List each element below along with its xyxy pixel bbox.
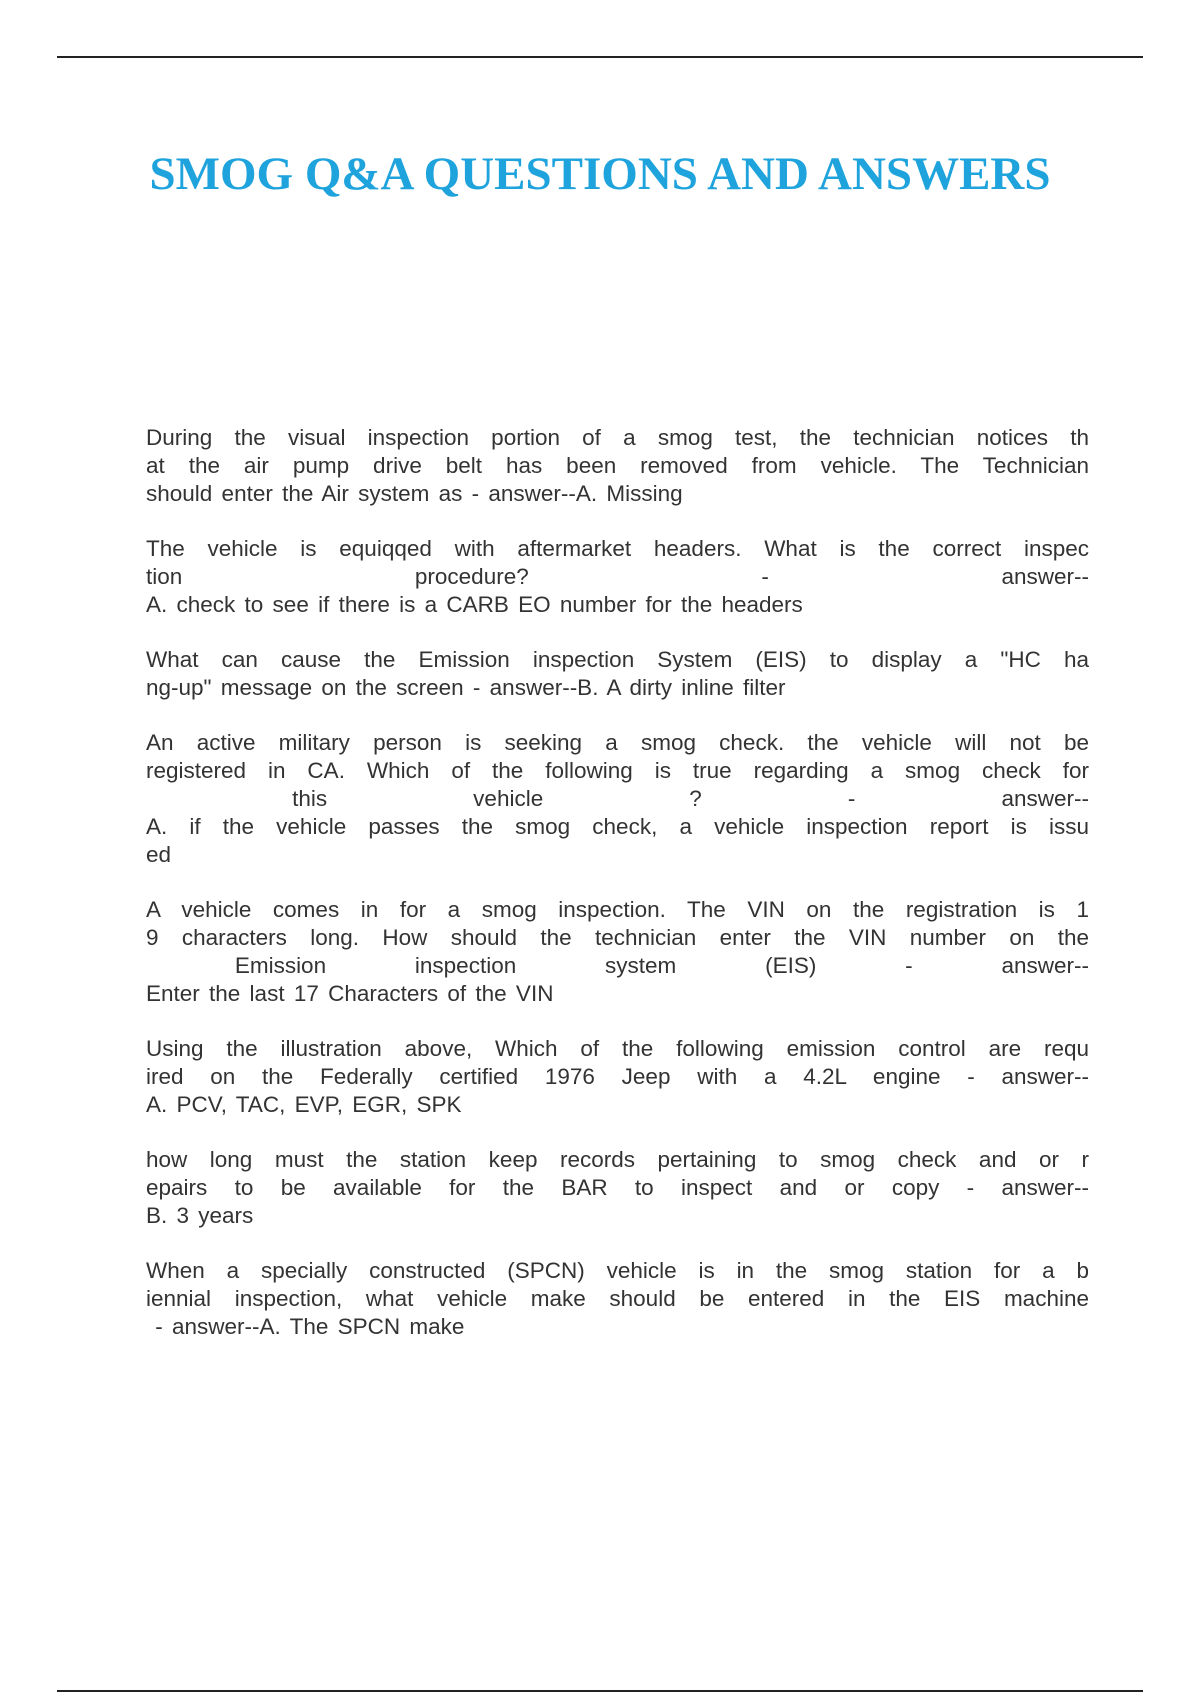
qa-line: Enter the last 17 Characters of the VIN bbox=[146, 981, 554, 1006]
qa-line: The vehicle is equiqqed with aftermarket headers. What is the correct inspec bbox=[146, 536, 1089, 561]
qa-line: An active military person is seeking a smog check. the vehicle will not be bbox=[146, 730, 1089, 755]
qa-line: B. 3 years bbox=[146, 1203, 254, 1228]
qa-line: this vehicle ? - answer-- bbox=[146, 786, 1089, 811]
qa-line: ired on the Federally certified 1976 Jeep with a 4.2L engine - answer-- bbox=[146, 1064, 1089, 1089]
header-rule bbox=[57, 56, 1143, 58]
qa-line: how long must the station keep records pertaining to smog check and or r bbox=[146, 1147, 1089, 1172]
qa-line: A. if the vehicle passes the smog check, a vehicle inspection report is issu bbox=[146, 814, 1089, 839]
qa-line: 9 characters long. How should the technician enter the VIN number on the bbox=[146, 925, 1089, 950]
qa-line: should enter the Air system as - answer--A. Missing bbox=[146, 481, 683, 506]
qa-line: tion procedure? - answer-- bbox=[146, 564, 1089, 589]
qa-line: Emission inspection system (EIS) - answer-- bbox=[146, 953, 1089, 978]
qa-line: ng-up" message on the screen - answer--B. A dirty inline filter bbox=[146, 675, 786, 700]
footer-rule bbox=[57, 1690, 1143, 1692]
qa-list bbox=[146, 424, 1089, 1368]
qa-line: A. check to see if there is a CARB EO number for the headers bbox=[146, 592, 803, 617]
qa-line: Using the illustration above, Which of the following emission control are requ bbox=[146, 1036, 1089, 1061]
qa-line: iennial inspection, what vehicle make should be entered in the EIS machine bbox=[146, 1286, 1089, 1311]
qa-item bbox=[146, 1257, 1089, 1341]
qa-item bbox=[146, 1146, 1089, 1230]
qa-item bbox=[146, 729, 1089, 869]
qa-line: During the visual inspection portion of a smog test, the technician notices th bbox=[146, 425, 1089, 450]
qa-line: When a specially constructed (SPCN) vehicle is in the smog station for a b bbox=[146, 1258, 1089, 1283]
qa-line: at the air pump drive belt has been removed from vehicle. The Technician bbox=[146, 453, 1089, 478]
document-title: SMOG Q&A QUESTIONS AND ANSWERS bbox=[149, 148, 1051, 200]
qa-line: ed bbox=[146, 842, 172, 867]
qa-item bbox=[146, 424, 1089, 508]
qa-item bbox=[146, 896, 1089, 1008]
qa-line: A vehicle comes in for a smog inspection. The VIN on the registration is 1 bbox=[146, 897, 1089, 922]
qa-line: registered in CA. Which of the following is true regarding a smog check for bbox=[146, 758, 1089, 783]
qa-line: What can cause the Emission inspection System (EIS) to display a "HC ha bbox=[146, 647, 1089, 672]
qa-item bbox=[146, 646, 1089, 702]
qa-line: A. PCV, TAC, EVP, EGR, SPK bbox=[146, 1092, 462, 1117]
qa-line: - answer--A. The SPCN make bbox=[146, 1314, 465, 1339]
qa-item bbox=[146, 535, 1089, 619]
qa-line: epairs to be available for the BAR to inspect and or copy - answer-- bbox=[146, 1175, 1089, 1200]
qa-item bbox=[146, 1035, 1089, 1119]
